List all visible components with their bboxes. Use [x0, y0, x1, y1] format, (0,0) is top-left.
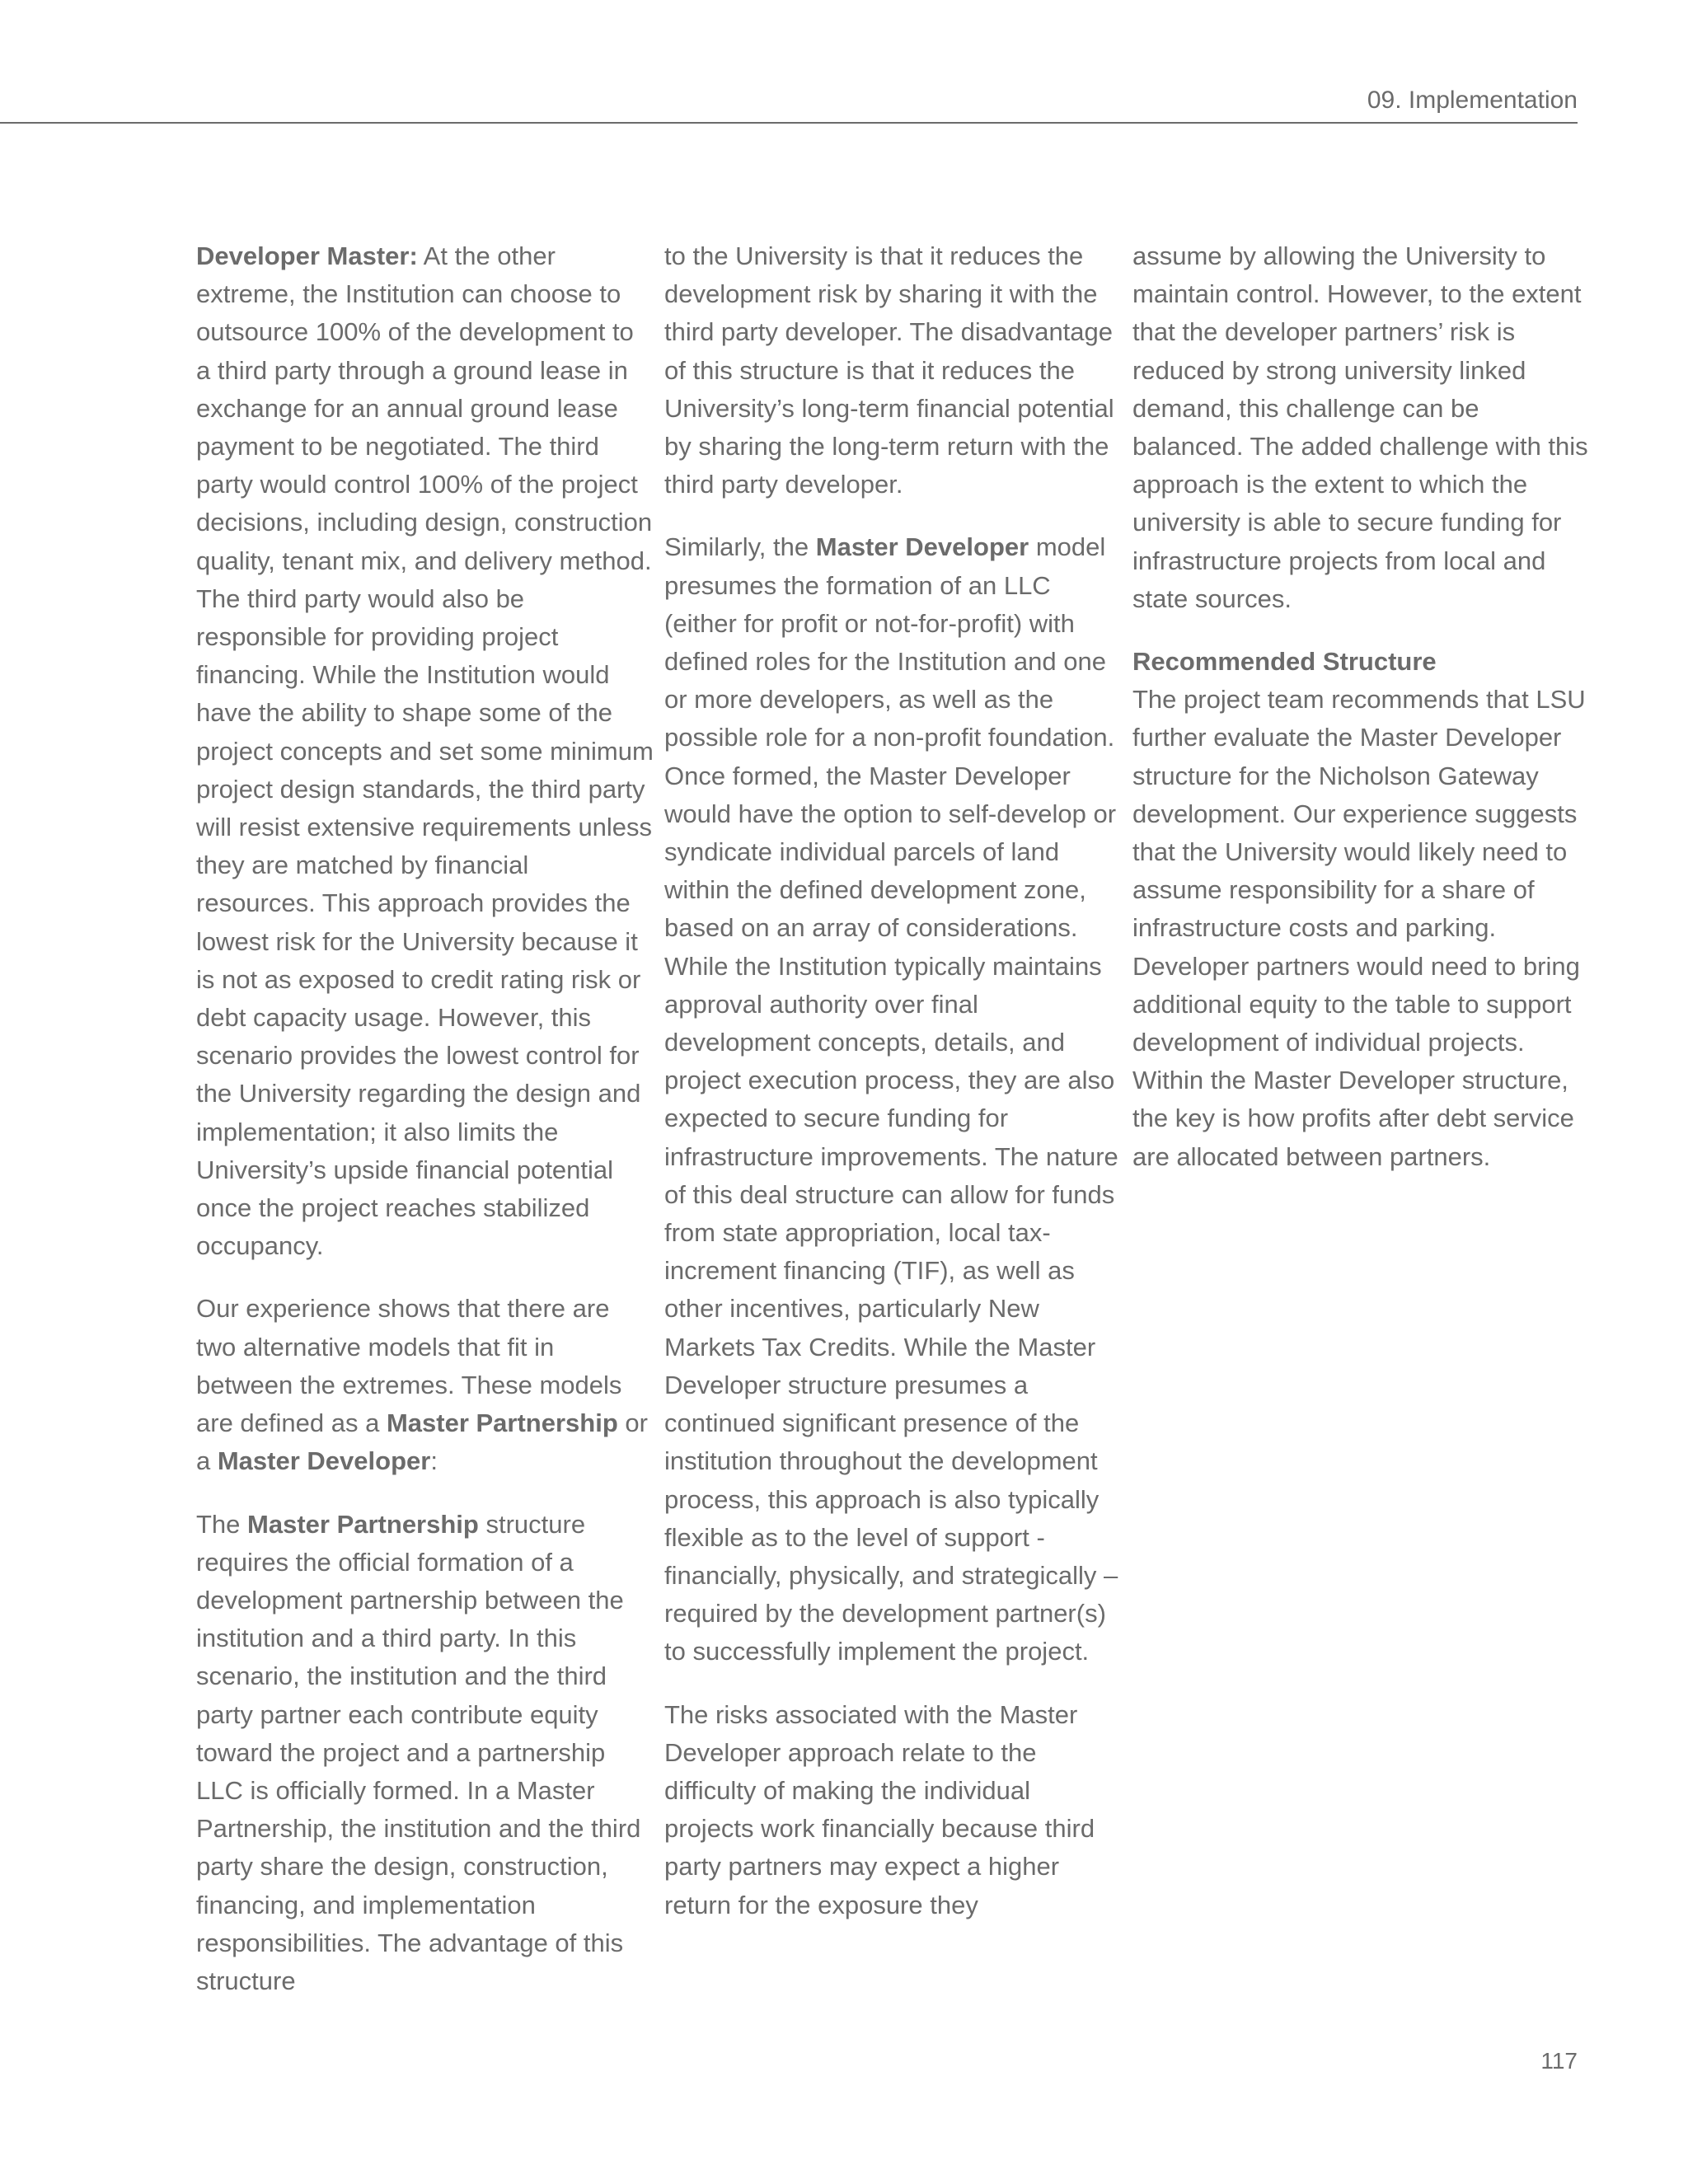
bold-term: Master Developer	[217, 1446, 431, 1476]
text-column-3	[1132, 237, 1590, 1176]
paragraph-text: :	[430, 1446, 438, 1476]
text-column-1	[196, 237, 654, 2000]
paragraph-text: Our experience shows that there are two alternative models that fit in between the extremes. These models are defined as a	[196, 1294, 622, 1438]
page-number: 117	[1540, 2048, 1578, 2074]
subheading-recommended-structure: Recommended Structure	[1132, 647, 1437, 677]
bold-term: Master Partnership	[386, 1408, 618, 1438]
text-column-2	[664, 237, 1122, 1924]
paragraph-master-partnership	[196, 1506, 654, 2001]
paragraph-risks-continued: assume by allowing the University to maintain control. However, to the extent that the developer partners’ risk is reduced by strong university linked demand, this challenge can be balanced. The added challenge with this approach is the extent to which the university is able to secure funding for infrastructure projects from local and state sources.	[1132, 241, 1588, 613]
paragraph-advantage-continued: to the University is that it reduces the development risk by sharing it with the third party developer. The disadvantage of this structure is that it reduces the University’s long-term financial potential by sharing the long-term return with the third party developer.	[664, 241, 1114, 499]
paragraph-alternative-models	[196, 1290, 654, 1480]
paragraph-text: At the other extreme, the Institution can choose to outsource 100% of the development to a third party through a ground lease in exchange for an annual ground lease payment to be negotiated. The third party would control 100% of the project decisions, including design, construction quality, tenant mix, and delivery method. The third party would also be responsible for providing project financing. While the Institution would have the ability to shape some of the project concepts and set some minimum project design standards, the third party will resist extensive requirements unless they are matched by financial resources. This approach provides the lowest risk for the University because it is not as exposed to credit rating risk or debt capacity usage. However, this scenario provides the lowest control for the University regarding the design and implementation; it also limits the University’s upside financial potential once the project reaches stabilized occupancy.	[196, 241, 654, 1261]
paragraph-developer-master	[196, 237, 654, 1265]
paragraph-text: or a	[196, 1408, 648, 1476]
paragraph-master-developer	[664, 528, 1122, 1671]
bold-term: Master Partnership	[247, 1509, 479, 1539]
paragraph-risks: The risks associated with the Master Developer approach relate to the difficulty of making the individual projects work financially because third party partners may expect a higher return for the exposure they	[664, 1699, 1095, 1919]
paragraph-text: The	[196, 1509, 248, 1539]
paragraph-text: Similarly, the	[664, 532, 816, 562]
header-rule	[0, 122, 1578, 124]
bold-term: Master Developer	[815, 532, 1029, 562]
section-label: 09. Implementation	[1367, 87, 1578, 114]
paragraph-lead-term: Developer Master:	[196, 241, 418, 270]
paragraph-recommendation: The project team recommends that LSU further evaluate the Master Developer structure for the Nicholson Gateway development. Our experience suggests that the University would likely need to assume responsibility for a share of infrastructure costs and parking. Developer partners would need to bring additional equity to the table to support development of individual projects. Within the Master Developer structure, the key is how profits after debt service are allocated between partners.	[1132, 685, 1586, 1171]
paragraph-text: structure requires the official formation of a development partnership between the institution and a third party. In this scenario, the institution and the third party partner each contribute equity toward the project and a partnership LLC is officially formed. In a Master Partnership, the institution and the third party share the design, construction, financing, and implementation responsibilities. The advantage of this structure	[196, 1509, 641, 1995]
paragraph-text: model presumes the formation of an LLC (either for profit or not-for-profit) with defined roles for the Institution and one or more developers, as well as the possible role for a non-profit foundation. Once formed, the Master Developer would have the option to self-develop or syndicate individual parcels of land within the defined development zone, based on an array of considerations. While the Institution typically maintains approval authority over final development concepts, details, and project execution process, they are also expected to secure funding for infrastructure improvements. The nature of this deal structure can allow for funds from state appropriation, local tax-increment financing (TIF), as well as other incentives, particularly New Markets Tax Credits. While the Master Developer structure presumes a continued significant presence of the institution throughout the development process, this approach is also typically flexible as to the level of support - financially, physically, and strategically – required by the development partner(s) to successfully implement the project.	[664, 532, 1118, 1666]
